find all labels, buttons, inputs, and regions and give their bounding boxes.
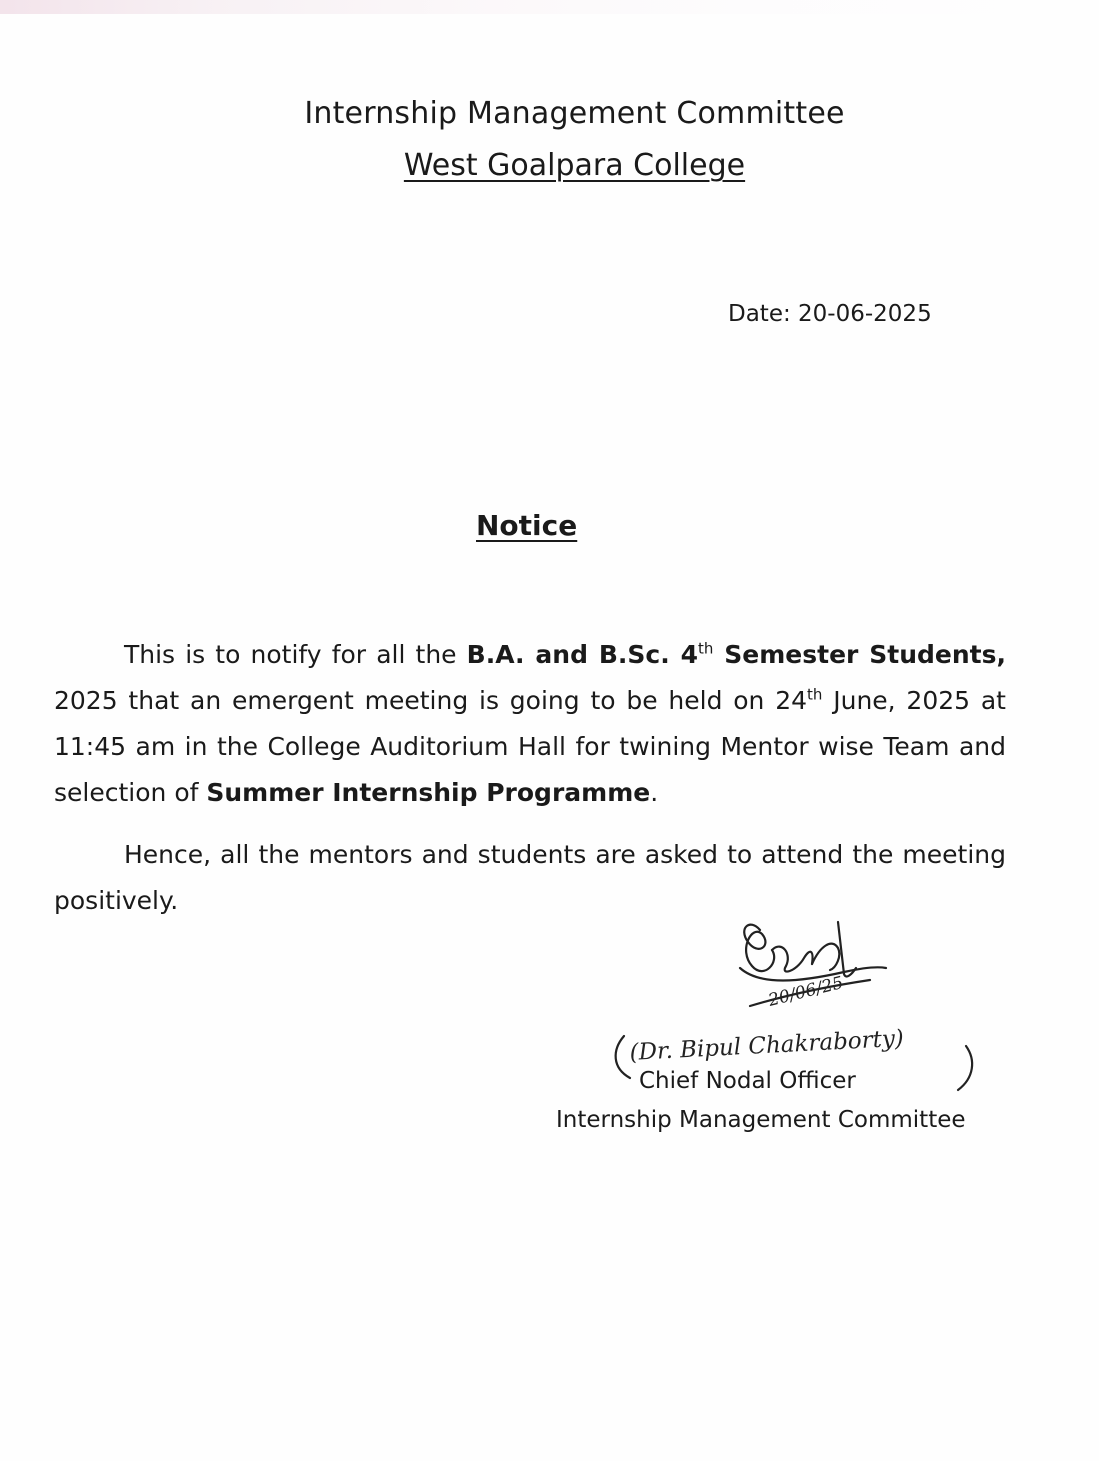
college-name: West Goalpara College xyxy=(403,148,746,183)
committee-heading: Internship Management Committee xyxy=(304,96,845,131)
notice-title: Notice xyxy=(476,509,578,542)
notice-paragraph-2: Hence, all the mentors and students are asked to attend the meeting positively. xyxy=(54,840,1006,915)
college-heading xyxy=(0,148,1099,183)
signatory-designation: Chief Nodal Officer xyxy=(639,1068,856,1094)
svg-text:(Dr. Bipul Chakraborty): (Dr. Bipul Chakraborty) xyxy=(628,1025,905,1066)
scan-smudge xyxy=(0,0,1099,14)
notice-paragraph-1: This is to notify for all the B.A. and B.Sc. 4th Semester Students, 2025 that an emergent meeting is going to be held on 24th June, 2025 at 11:45 am in the College Auditorium Hall for twining Mentor wise Team and selection of Summer Internship Programme. xyxy=(54,639,1006,807)
svg-text:20/06/25: 20/06/25 xyxy=(766,972,846,1011)
signatory-committee: Internship Management Committee xyxy=(556,1107,966,1133)
notice-date: Date: 20-06-2025 xyxy=(728,301,932,327)
